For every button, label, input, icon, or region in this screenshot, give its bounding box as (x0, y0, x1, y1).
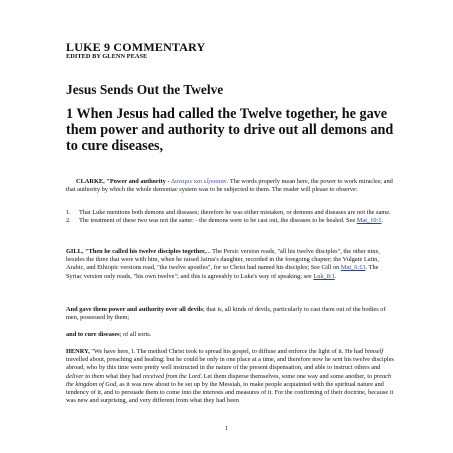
page-number: 1 (224, 425, 229, 432)
clarke-text: The words properly mean here, the power to work miracles; and that authority by which the whole demoniac system was to be subjected to them. The reader will please to observe: (66, 178, 393, 194)
henry-italic: preach the kingdom of God (66, 372, 392, 388)
power-paragraph (66, 306, 396, 322)
document-title: LUKE 9 COMMENTARY (66, 40, 206, 54)
greek-text: Δυναμιν και εξουσιαν. (171, 178, 229, 185)
scripture-link[interactable]: Mat_6:13 (340, 264, 366, 272)
henry-paragraph (66, 348, 396, 405)
gill-text: ... The Persic version reads, "all his twelve disciples", the other nine, besides the three that were with him, when he raised Jairus's daughter, recorded in the foregoing chapter; the Vulgate Latin, Arabic, and Ethiopic versions read, "the twelve apostles", for so Christ had named his disciples; See Gill on (66, 248, 380, 272)
scripture-link[interactable]: Mat_10:1 (356, 217, 382, 225)
scripture-link[interactable]: Luk_8:1 (313, 272, 335, 280)
list-item-text: The treatment of these two was not the same: - the demons were to be cast out, the diseases to be healed. See (79, 217, 357, 225)
numbered-list (66, 209, 396, 225)
henry-italic: himself (364, 348, 384, 355)
list-number: 2. (66, 217, 71, 225)
henry-text: travelled about, preaching and healing; but he could be only in one place at a time, and therefore now he (66, 356, 333, 364)
cure-text: ; of all sorts. (119, 331, 152, 338)
list-item-text: That Luke mentions both demons and diseases; therefore he was either mistaken, or demons and diseases are not the same. (79, 209, 391, 216)
list-number: 1. (66, 209, 71, 216)
cure-paragraph (66, 331, 396, 339)
henry-text: what they had (104, 372, 143, 380)
power-label: And gave them power and authority over all devils (66, 306, 203, 313)
gill-label: GILL, "Then he called his twelve disciples together, (66, 248, 206, 255)
editor-line: EDITED BY GLENN PEASE (66, 53, 148, 60)
list-item (66, 209, 396, 217)
section-title: Jesus Sends Out the Twelve (66, 82, 224, 97)
henry-italic: sent (332, 356, 343, 364)
cure-label: and to cure diseases (66, 331, 120, 338)
verse-text: 1 When Jesus had called the Twelve together, he gave them power and authority to drive out all demons and to cure diseases, (66, 106, 394, 154)
henry-italic: deliver to them (66, 372, 105, 380)
henry-label: HENRY, (66, 348, 90, 355)
clarke-label: CLARKE, "Power and authority - (76, 178, 170, 185)
clarke-paragraph (66, 178, 396, 194)
henry-italic: received from the Lord (142, 372, 201, 380)
henry-text: . Let them disperse themselves, some one way and some another, to (200, 372, 374, 380)
henry-text: "We have here, I. The method Christ took to spread his gospel, to diffuse and enforce the light of it. He had (89, 348, 365, 355)
power-text: ; that is, all kinds of devils, particularly to cast them out of the bodies of men, possessed by them; (66, 306, 386, 322)
list-item (66, 217, 396, 225)
henry-text: , as it was now about to be set up by the Messiah, to make people acquainted with the spiritual nature and tendency of it, and to persuade them to come into the interests and measures of it. For the confirming of their doctrine, because it was new and surprising, and very different from what they had been (66, 380, 394, 405)
gill-paragraph (66, 248, 396, 281)
gill-text: . (334, 272, 337, 280)
list-item-tail: . (381, 217, 384, 225)
henry-text: his twelve disciples abroad, who by this time were pretty well instructed in the nature of the present dispensation, and able to instruct others and (66, 356, 394, 372)
gill-text: . The Syriac version only reads, "his own twelve"; and this is agreeably to Luke's way of speaking; see (66, 264, 379, 280)
